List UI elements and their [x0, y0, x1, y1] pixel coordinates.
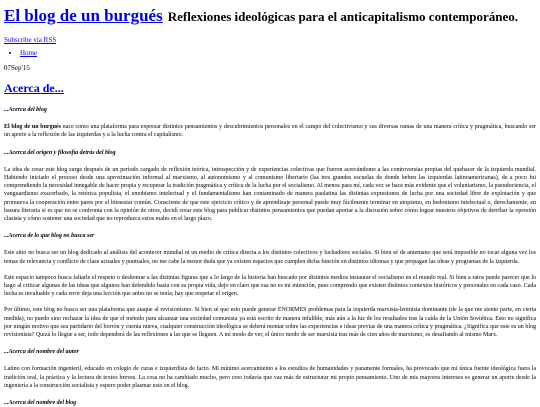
paragraph-text: Este sitio no busca ser un blog dedicado al análisis del acontecer mundial ni un medio de crítica directa a los distintos colectivos y luchadores sociales. Si bien sé de antemano que será imposible no tocar alguna vez los temas de relevancia y conflicto de clase actuales y puntuales, no me cabe la menor duda que ya existen espacios que cumplen dicha función en distintos idiomas y que propagan las ideas y programas de la izquierda. [4, 250, 536, 265]
section-heading: ...Acerca del nombre del autor [4, 349, 79, 356]
section-paragraph [4, 306, 536, 339]
subscribe-rss-link[interactable]: Subscribe via RSS [4, 36, 57, 44]
paragraph-text: Por último, este blog no busca ser una plataforma que ataque al revisionismo. Si bien sé que esto puede generar ENORMES problemas para la izquierda marxista-leninista dominante (de la que me siento parte, en cierta medida), no puedo sino rechazar la idea de que el método para alcanzar una sociedad comunista ya está escrito de manera infalible, más aún a la luz de los resultados tras la caída de la Unión Soviética. Esto no significa por ningún motivo que sea partidario del borrón y cuenta nueva, cualquier construcción ideológica se deberá montar sobre las experiencias e ideas previas de una manera crítica y pragmática. ¿Significa que este es un blog revisionista? Quizá lo llegue a ser, todo dependerá de las reflexiones a las que se lleguen. A mi modo de ver, el único modo de ser marxista tras más de cien años de marxismo, es desafiando al mismo Marx. [4, 307, 536, 339]
nav-item-home [20, 49, 536, 57]
post-title-link[interactable]: Acerca de... [4, 81, 64, 95]
section-paragraph [4, 274, 536, 299]
paragraph-text: Este espacio tampoco busca faltarle el respeto o deshonrar a las distintas figuras que a lo largo de la historia han buscado por distintos medios instaurar el socialismo en el mundo real. Si bien a ratos puede parecer que lo hago al criticar algunas de las ideas que algunos han defendido hasta con su propia vida, dejo en claro que esa no es mi intención, pues comprendo que existen distintos contextos históricos y personales en cada caso. Cada lucha es invaluable y cada error deja una lección que antes no se tenía; hay que respetar el origen. [4, 274, 536, 298]
paragraph-text: nace como una plataforma para expresar distintos pensamientos y descubrimientos personales en el campo del colectivismo y sus diversas ramas de una manera crítica y pragmática, buscando ser un aporte a la reflexión de las izquierdas y a la lucha contra el capitalismo. [4, 124, 536, 139]
blog-title-link[interactable]: El blog de un burgués [4, 6, 163, 25]
nav-menu [4, 49, 536, 57]
section-paragraph [4, 123, 536, 139]
section-paragraph [4, 249, 536, 265]
post-content [4, 106, 536, 407]
section-heading: ...Acerca del origen y filosofía detrás del blog [4, 149, 116, 156]
paragraph-text: Latino con formación ingenieril, educado en colegio de curas e izquierdista de facto. Mi mínimo acercamiento a los estudios de humanidades y paramente formales, ha provocado que mi única fuente ideológica fuera la tradición oral, la práctica y la lectura de textos breves. La cosa no ha cambiado mucho, pero creo todavía que vaz más de estructurar mi propio pensamiento. Uno de mis mayores intereses es generar un aporte desde la ingeniería a la construcción socialista y espero poder plasmar esto en el blog. [4, 366, 536, 389]
section-heading: ...Acerca del nombre del blog [4, 400, 77, 407]
section-heading: ...Acerca del blog [4, 107, 47, 113]
section-paragraph [4, 166, 536, 223]
post-date: 07Sep'15 [4, 64, 30, 72]
paragraph-lead: El blog de un burgués [4, 124, 61, 131]
paragraph-text: La idea de crear este blog surge después de un período cargado de reflexión teórica, introspección y de experiencias colectivas que fueron acercándome a las controversias propias del quehacer de la izquierda mundial. Habiendo iniciado el proceso desde una aproximación informal al marxismo, al autonomismo y al comunismo libertario (las tres grandes escuelas de donde beben las izquierdas latinoamericanas), de a poco fui comprendiendo la necesidad innegable de hacer propia y recuperar la tradición pragmática y crítica de la lucha por el socialismo. Al menos para mí, cada vez se hace más evidente que el voluntarismo, la pseudociencia, el vanguardismo exacerbado, la retórica populista, el emobismo intelectual y el fundamentalismo han contaminado de manera paulatina las distintas expresiones de lucha por una sociedad libre de explotación y que promueva la cooperación entre pares por el bienestar común. Consciente de que este ejercicio crítico y de aprendizaje personal puede muy fácilmente terminar en utopismo, en hedonismo intelectual o, derechamente, en basura literaria si es que no se confronta con la opinión de otros, decidí crear este blog para publicar distintos pensamientos que puedan aportar a la discusión sobre cómo lograr nuestros objetivos de derribar la opresión clasista y cómo sostener una sociedad que no reproduzca estos males en el largo plazo. [4, 166, 536, 223]
section-paragraph [4, 365, 536, 390]
blog-description: Reflexiones ideológicas para el anticapitalismo contemporáneo. [167, 9, 518, 24]
nav-home-link[interactable]: Home [20, 49, 38, 57]
section-heading: ...Acerca de lo que blog no busca ser [4, 233, 95, 240]
blog-header [4, 6, 536, 26]
